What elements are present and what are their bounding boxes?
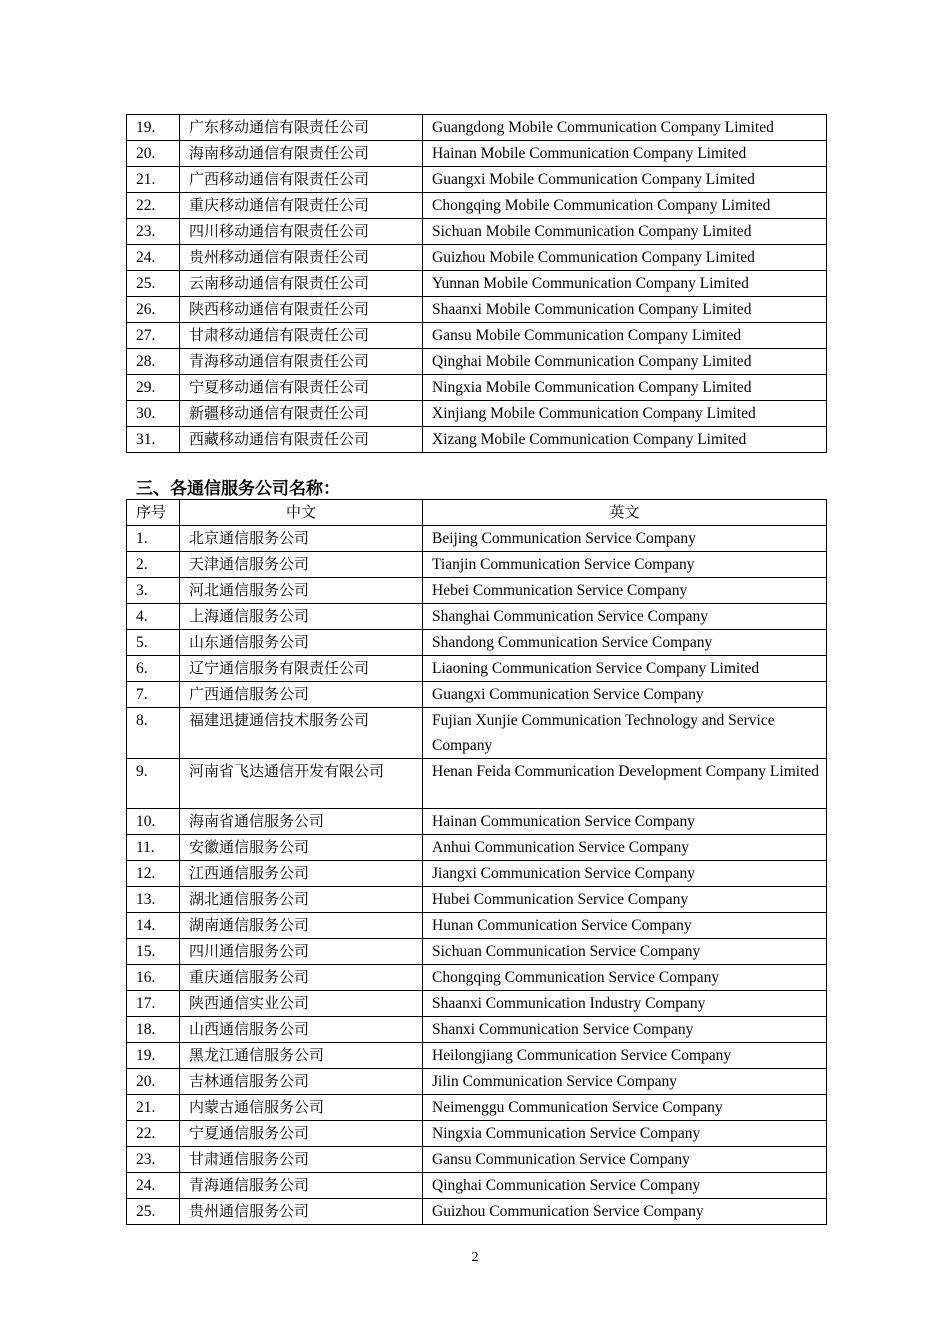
english-name: Guizhou Mobile Communication Company Limited (423, 245, 827, 271)
english-name: Hubei Communication Service Company (423, 887, 827, 913)
table-row (127, 1095, 827, 1121)
english-name: Qinghai Mobile Communication Company Limited (423, 349, 827, 375)
english-name: Anhui Communication Service Company (423, 835, 827, 861)
english-name: Sichuan Communication Service Company (423, 939, 827, 965)
english-name: Fujian Xunjie Communication Technology and Service Company (423, 708, 827, 759)
row-number: 5. (127, 630, 180, 656)
chinese-name: 贵州移动通信有限责任公司 (180, 245, 423, 271)
table-row (127, 809, 827, 835)
chinese-name: 山东通信服务公司 (180, 630, 423, 656)
column-header-chinese: 中文 (180, 500, 423, 526)
chinese-name: 青海移动通信有限责任公司 (180, 349, 423, 375)
row-number: 21. (127, 167, 180, 193)
table-row (127, 1043, 827, 1069)
english-name: Qinghai Communication Service Company (423, 1173, 827, 1199)
chinese-name: 陕西移动通信有限责任公司 (180, 297, 423, 323)
english-name: Chongqing Communication Service Company (423, 965, 827, 991)
english-name: Hainan Communication Service Company (423, 809, 827, 835)
table-row (127, 991, 827, 1017)
row-number: 31. (127, 427, 180, 453)
table-row (127, 401, 827, 427)
table-row (127, 965, 827, 991)
chinese-name: 河南省飞达通信开发有限公司 (180, 759, 423, 809)
table-row (127, 1121, 827, 1147)
english-name: Hebei Communication Service Company (423, 578, 827, 604)
row-number: 1. (127, 526, 180, 552)
table-row (127, 1069, 827, 1095)
column-header-number: 序号 (127, 500, 180, 526)
chinese-name: 新疆移动通信有限责任公司 (180, 401, 423, 427)
table-row (127, 427, 827, 453)
table-row (127, 1017, 827, 1043)
chinese-name: 黑龙江通信服务公司 (180, 1043, 423, 1069)
english-name: Gansu Communication Service Company (423, 1147, 827, 1173)
row-number: 29. (127, 375, 180, 401)
chinese-name: 宁夏移动通信有限责任公司 (180, 375, 423, 401)
table-row (127, 682, 827, 708)
chinese-name: 甘肃通信服务公司 (180, 1147, 423, 1173)
chinese-name: 广西移动通信有限责任公司 (180, 167, 423, 193)
chinese-name: 福建迅捷通信技术服务公司 (180, 708, 423, 759)
table-row (127, 861, 827, 887)
row-number: 20. (127, 1069, 180, 1095)
english-name: Jiangxi Communication Service Company (423, 861, 827, 887)
table-row (127, 708, 827, 759)
table-row (127, 167, 827, 193)
row-number: 7. (127, 682, 180, 708)
table-row (127, 193, 827, 219)
row-number: 28. (127, 349, 180, 375)
table-row (127, 939, 827, 965)
english-name: Shanghai Communication Service Company (423, 604, 827, 630)
english-name: Shandong Communication Service Company (423, 630, 827, 656)
english-name: Shaanxi Communication Industry Company (423, 991, 827, 1017)
chinese-name: 海南省通信服务公司 (180, 809, 423, 835)
table-row (127, 1147, 827, 1173)
english-name: Shaanxi Mobile Communication Company Limited (423, 297, 827, 323)
english-name: Tianjin Communication Service Company (423, 552, 827, 578)
chinese-name: 江西通信服务公司 (180, 861, 423, 887)
chinese-name: 贵州通信服务公司 (180, 1199, 423, 1225)
table-row (127, 578, 827, 604)
english-name: Gansu Mobile Communication Company Limited (423, 323, 827, 349)
english-name: Ningxia Communication Service Company (423, 1121, 827, 1147)
table-row (127, 887, 827, 913)
row-number: 21. (127, 1095, 180, 1121)
chinese-name: 广西通信服务公司 (180, 682, 423, 708)
table-row (127, 835, 827, 861)
row-number: 19. (127, 1043, 180, 1069)
chinese-name: 广东移动通信有限责任公司 (180, 115, 423, 141)
chinese-name: 重庆通信服务公司 (180, 965, 423, 991)
chinese-name: 青海通信服务公司 (180, 1173, 423, 1199)
chinese-name: 四川移动通信有限责任公司 (180, 219, 423, 245)
english-name: Neimenggu Communication Service Company (423, 1095, 827, 1121)
english-name: Xizang Mobile Communication Company Limited (423, 427, 827, 453)
row-number: 13. (127, 887, 180, 913)
row-number: 18. (127, 1017, 180, 1043)
table-row (127, 630, 827, 656)
chinese-name: 宁夏通信服务公司 (180, 1121, 423, 1147)
table-row (127, 297, 827, 323)
table-row (127, 604, 827, 630)
row-number: 2. (127, 552, 180, 578)
table-row (127, 141, 827, 167)
row-number: 10. (127, 809, 180, 835)
chinese-name: 安徽通信服务公司 (180, 835, 423, 861)
row-number: 27. (127, 323, 180, 349)
table-row (127, 526, 827, 552)
chinese-name: 西藏移动通信有限责任公司 (180, 427, 423, 453)
table-row (127, 913, 827, 939)
row-number: 12. (127, 861, 180, 887)
english-name: Yunnan Mobile Communication Company Limited (423, 271, 827, 297)
table-row (127, 115, 827, 141)
row-number: 19. (127, 115, 180, 141)
english-name: Ningxia Mobile Communication Company Limited (423, 375, 827, 401)
row-number: 25. (127, 1199, 180, 1225)
english-name: Heilongjiang Communication Service Company (423, 1043, 827, 1069)
mobile-company-table (126, 114, 827, 453)
row-number: 8. (127, 708, 180, 759)
chinese-name: 辽宁通信服务有限责任公司 (180, 656, 423, 682)
chinese-name: 四川通信服务公司 (180, 939, 423, 965)
row-number: 14. (127, 913, 180, 939)
english-name: Hainan Mobile Communication Company Limited (423, 141, 827, 167)
row-number: 15. (127, 939, 180, 965)
english-name: Xinjiang Mobile Communication Company Limited (423, 401, 827, 427)
chinese-name: 云南移动通信有限责任公司 (180, 271, 423, 297)
row-number: 6. (127, 656, 180, 682)
chinese-name: 天津通信服务公司 (180, 552, 423, 578)
english-name: Liaoning Communication Service Company Limited (423, 656, 827, 682)
row-number: 24. (127, 1173, 180, 1199)
row-number: 11. (127, 835, 180, 861)
table-row (127, 375, 827, 401)
chinese-name: 陕西通信实业公司 (180, 991, 423, 1017)
page-number: 2 (471, 1250, 479, 1265)
chinese-name: 海南移动通信有限责任公司 (180, 141, 423, 167)
english-name: Jilin Communication Service Company (423, 1069, 827, 1095)
chinese-name: 河北通信服务公司 (180, 578, 423, 604)
column-header-english: 英文 (423, 500, 827, 526)
table-header-row (127, 500, 827, 526)
row-number: 4. (127, 604, 180, 630)
english-name: Guangdong Mobile Communication Company Limited (423, 115, 827, 141)
table-row (127, 1173, 827, 1199)
chinese-name: 吉林通信服务公司 (180, 1069, 423, 1095)
row-number: 24. (127, 245, 180, 271)
table-row (127, 245, 827, 271)
english-name: Guizhou Communication Service Company (423, 1199, 827, 1225)
row-number: 26. (127, 297, 180, 323)
table-row (127, 271, 827, 297)
english-name: Shanxi Communication Service Company (423, 1017, 827, 1043)
table-row (127, 219, 827, 245)
row-number: 30. (127, 401, 180, 427)
chinese-name: 内蒙古通信服务公司 (180, 1095, 423, 1121)
mobile-company-table-body (127, 115, 827, 453)
row-number: 23. (127, 219, 180, 245)
chinese-name: 甘肃移动通信有限责任公司 (180, 323, 423, 349)
row-number: 22. (127, 1121, 180, 1147)
row-number: 3. (127, 578, 180, 604)
row-number: 9. (127, 759, 180, 809)
table-row (127, 323, 827, 349)
chinese-name: 湖南通信服务公司 (180, 913, 423, 939)
english-name: Guangxi Communication Service Company (423, 682, 827, 708)
row-number: 20. (127, 141, 180, 167)
section-heading: 三、各通信服务公司名称： (136, 479, 340, 499)
row-number: 23. (127, 1147, 180, 1173)
table-row (127, 1199, 827, 1225)
service-company-table (126, 499, 827, 1225)
english-name: Hunan Communication Service Company (423, 913, 827, 939)
english-name: Sichuan Mobile Communication Company Limited (423, 219, 827, 245)
table-row (127, 656, 827, 682)
english-name: Chongqing Mobile Communication Company Limited (423, 193, 827, 219)
row-number: 17. (127, 991, 180, 1017)
table-row (127, 759, 827, 809)
english-name: Guangxi Mobile Communication Company Limited (423, 167, 827, 193)
chinese-name: 重庆移动通信有限责任公司 (180, 193, 423, 219)
chinese-name: 山西通信服务公司 (180, 1017, 423, 1043)
english-name: Beijing Communication Service Company (423, 526, 827, 552)
row-number: 16. (127, 965, 180, 991)
chinese-name: 北京通信服务公司 (180, 526, 423, 552)
table-row (127, 349, 827, 375)
row-number: 22. (127, 193, 180, 219)
chinese-name: 湖北通信服务公司 (180, 887, 423, 913)
row-number: 25. (127, 271, 180, 297)
table-row (127, 552, 827, 578)
english-name: Henan Feida Communication Development Company Limited (423, 759, 827, 809)
chinese-name: 上海通信服务公司 (180, 604, 423, 630)
